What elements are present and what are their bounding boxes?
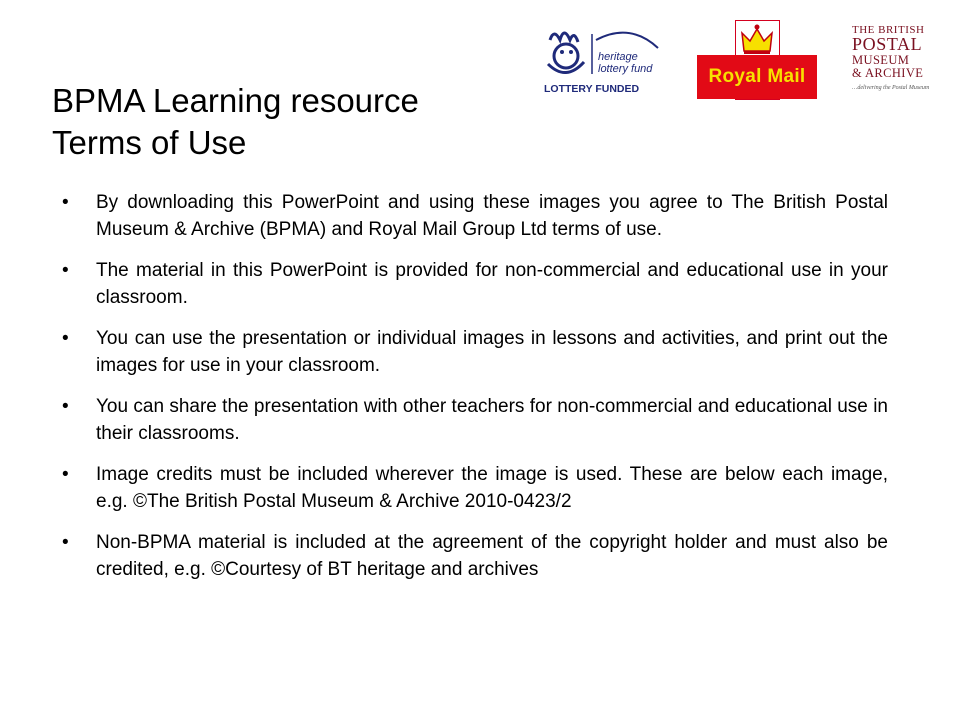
bpma-logo-line1: THE BRITISH — [852, 24, 925, 36]
slide-title-line2: Terms of Use — [52, 124, 247, 161]
terms-item: • Image credits must be included wherever the image is used. These are below each image, e.g. ©The British Postal Museum & Archive 2010-0423/2 — [62, 462, 888, 515]
terms-list — [62, 190, 888, 598]
terms-item: • By downloading this PowerPoint and using these images you agree to The British Postal Museum & Archive (BPMA) and Royal Mail Group Ltd terms of use. — [62, 190, 888, 243]
terms-item: • You can use the presentation or individual images in lessons and activities, and print out the images for use in your classroom. — [62, 326, 888, 379]
bpma-logo-tagline: …delivering the Postal Museum — [852, 85, 930, 91]
royal-mail-logo — [697, 20, 817, 102]
terms-item: • The material in this PowerPoint is provided for non-commercial and educational use in your classroom. — [62, 258, 888, 311]
royal-mail-wordmark: Royal Mail — [697, 55, 817, 99]
bpma-logo-line4: & ARCHIVE — [852, 66, 924, 80]
heritage-lottery-fund-logo — [540, 18, 662, 102]
hlf-funded: LOTTERY FUNDED — [544, 83, 640, 95]
terms-item: • Non-BPMA material is included at the agreement of the copyright holder and must also be credited, e.g. ©Courtesy of BT heritage and archives — [62, 530, 888, 583]
crown-icon — [736, 21, 779, 57]
slide-title-line1: BPMA Learning resource — [52, 82, 419, 119]
slide-title — [52, 80, 419, 164]
terms-item: • You can share the presentation with other teachers for non-commercial and educational use in their classrooms. — [62, 394, 888, 447]
bpma-logo-line3: MUSEUM — [852, 53, 910, 67]
hlf-line2: lottery fund — [598, 63, 653, 75]
national-lottery-hand-icon — [540, 18, 662, 102]
bpma-logo — [852, 24, 942, 108]
hlf-line1: heritage — [598, 51, 638, 63]
bpma-logo-line2: POSTAL — [852, 34, 923, 54]
